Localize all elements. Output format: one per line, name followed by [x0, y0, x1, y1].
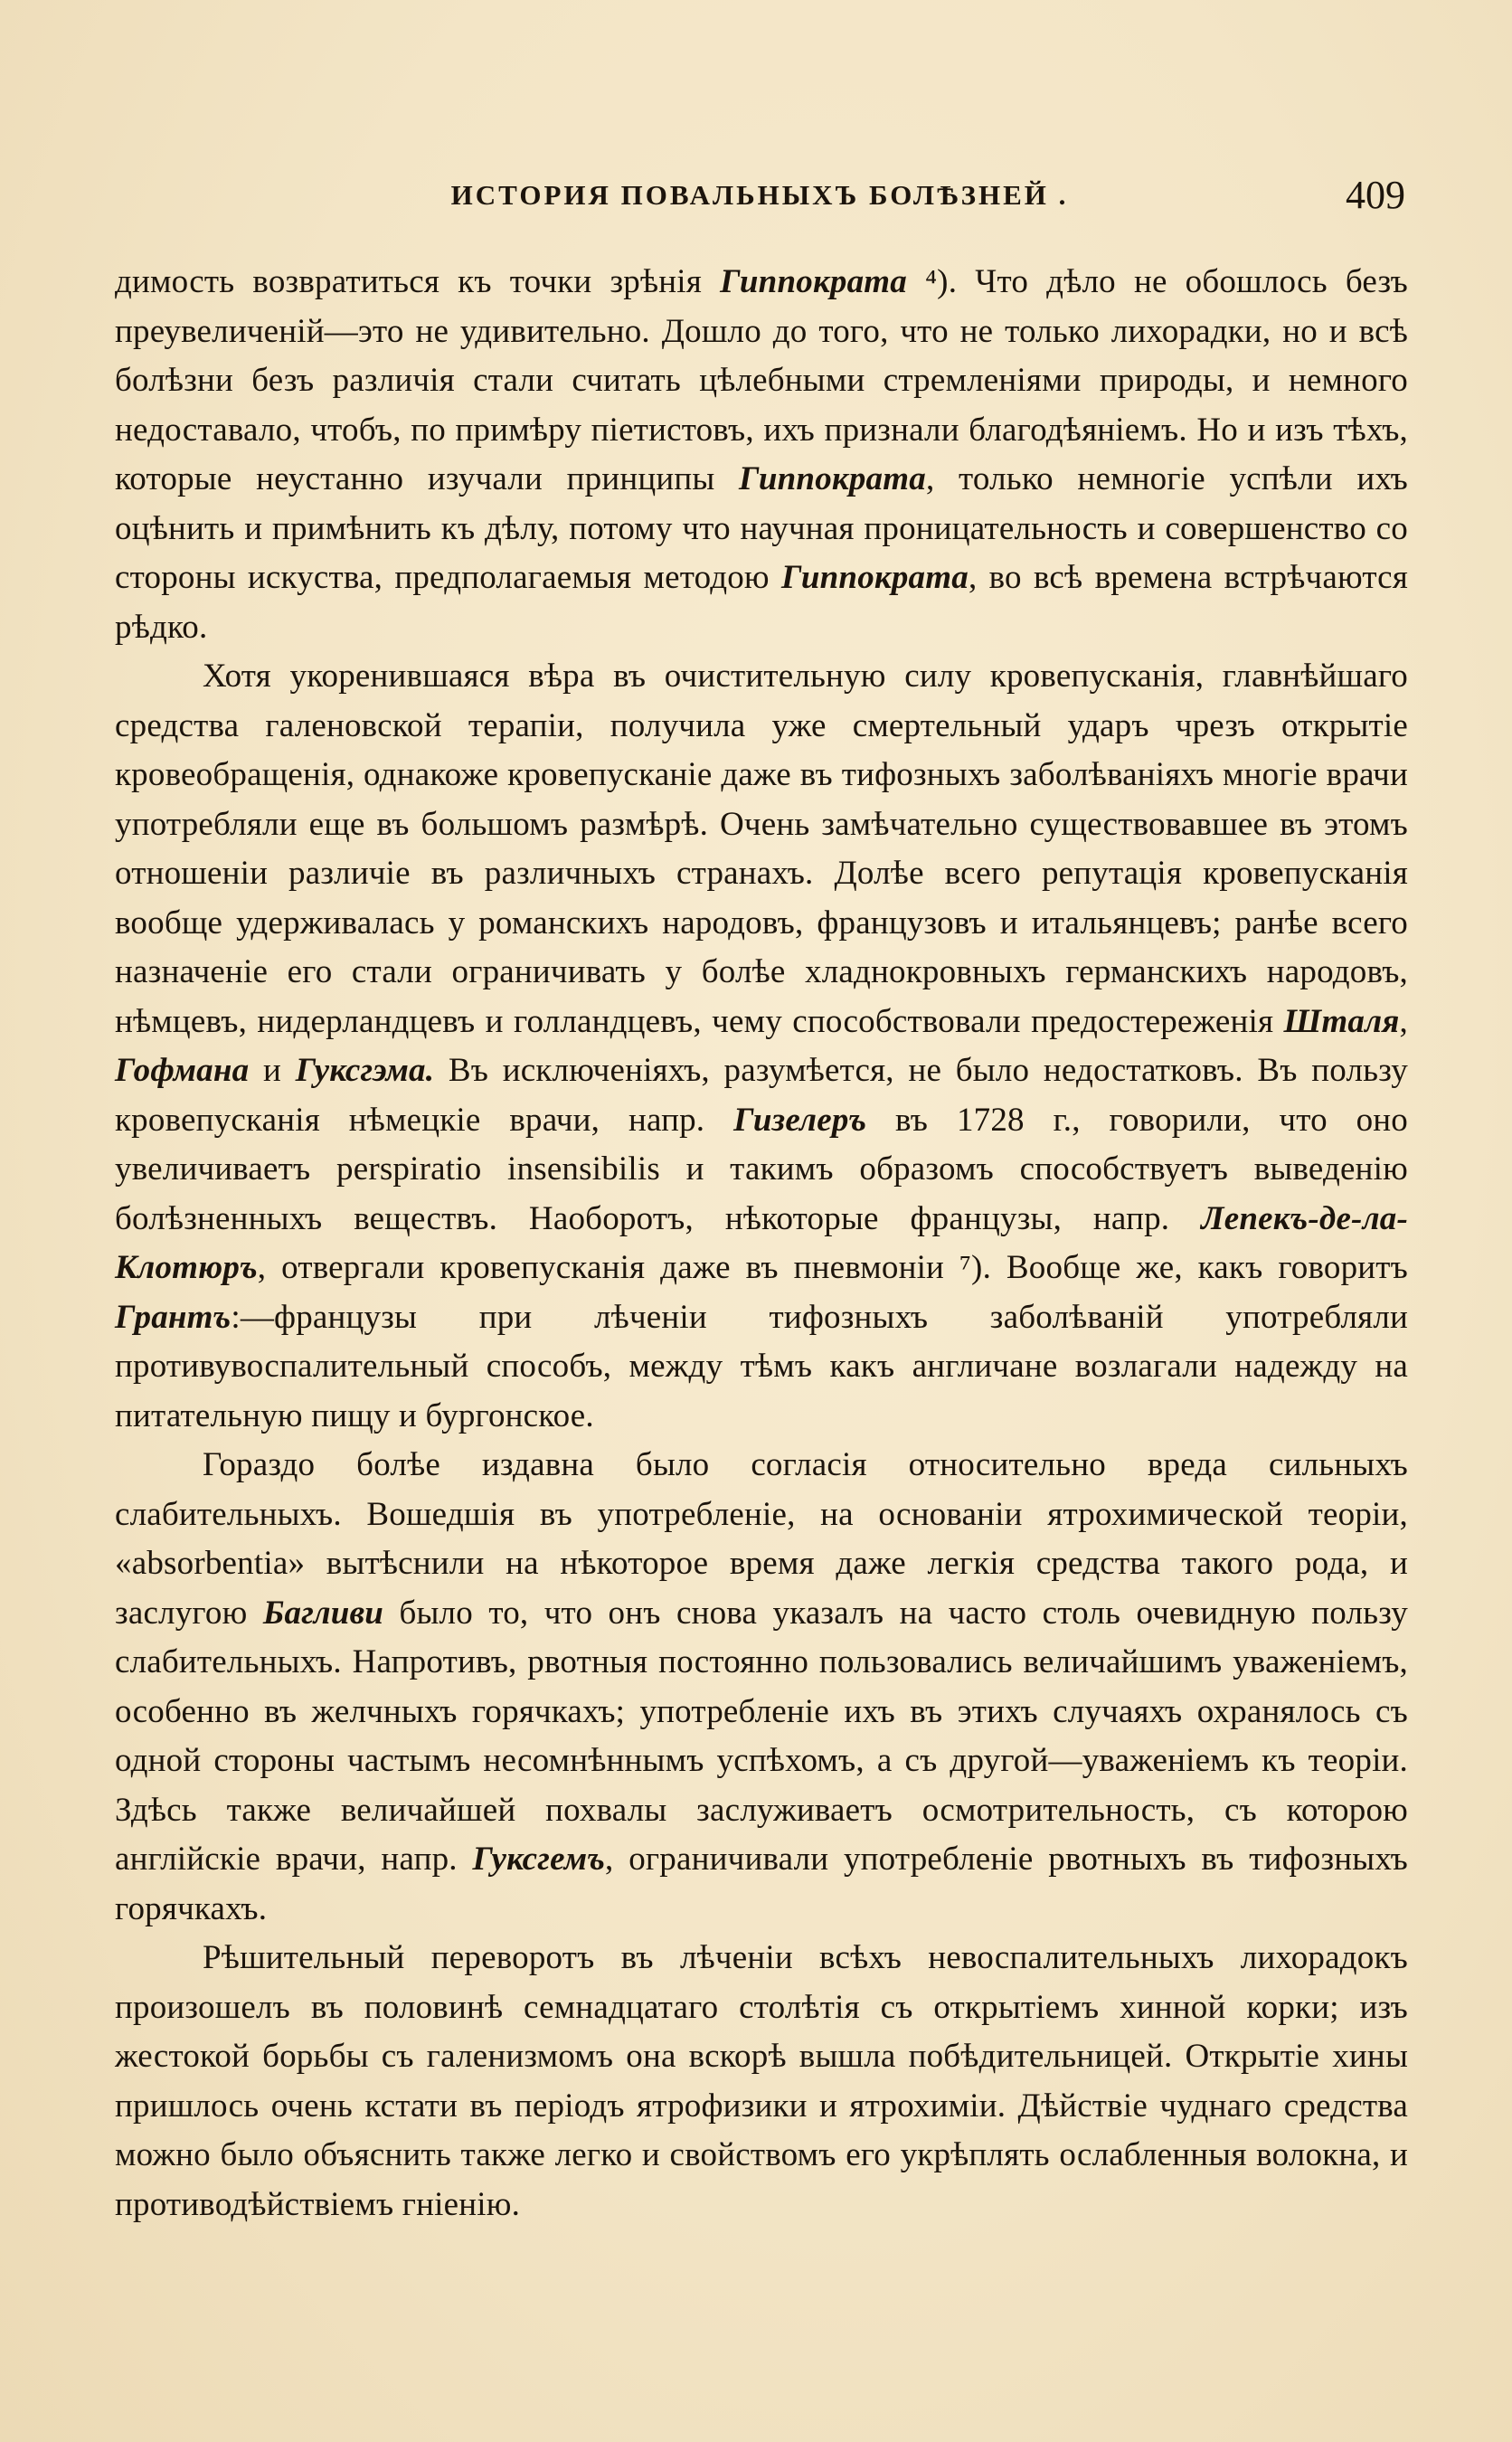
paragraph-4 [115, 1934, 1408, 2229]
italic-name: Гофмана [115, 1052, 250, 1089]
text-run: :—французы при лѣченіи тифозныхъ заболѣваній употребляли противувоспалительный способъ, между тѣмъ какъ англичане возлагали надежду на питательную пищу и бургонское. [115, 1298, 1408, 1434]
text-run: и [249, 1052, 296, 1089]
italic-name: Гуксгэма. [295, 1052, 435, 1089]
text-run: Гораздо болѣе издавна было согласія относительно вреда сильныхъ слабительныхъ. Вошедшія въ употребленіе, на основаніи ятрохимической теоріи, «absorbentia» вытѣснили на нѣкоторое время даже легкія средства такого рода, и заслугою [115, 1446, 1408, 1632]
paragraph-3 [115, 1441, 1408, 1934]
text-run: въ 1728 г., говорили, что оно увеличиваетъ perspiratio insensibilis и такимъ образомъ способствуетъ выведенію болѣзненныхъ веществъ. Наоборотъ, нѣкоторые французы, напр. [115, 1101, 1409, 1237]
text-run: было то, что онъ снова указалъ на часто столь очевидную пользу слабительныхъ. Напротивъ, рвотныя постоянно пользовались величайшимъ уваженіемъ, особенно въ желчныхъ горячкахъ; употребленіе ихъ въ этихъ случаяхъ охранялось съ одной стороны частымъ несомнѣннымъ успѣхомъ, а съ другой—уваженіемъ къ теоріи. Здѣсь также величайшей похвалы заслуживаетъ осмотрительность, съ которою англійскіе врачи, напр. [115, 1594, 1408, 1878]
text-run: , во всѣ времена встрѣчаются рѣдко. [115, 559, 1408, 646]
page-number: 409 [1346, 173, 1405, 217]
italic-name: Грантъ [115, 1298, 232, 1336]
italic-name: Гиппократа [739, 460, 926, 497]
text-run: димость возвратиться къ точки зрѣнія [115, 263, 721, 300]
paragraph-1 [115, 258, 1408, 652]
italic-name: Шталя [1283, 1002, 1400, 1040]
italic-name: Лепекъ-де-ла-Клотюръ [115, 1199, 1408, 1286]
text-run: Хотя укоренившаяся вѣра въ очистительную силу кровепусканія, главнѣйшаго средства галеновской терапіи, получила уже смертельный ударъ чрезъ открытіе кровеобращенія, однакоже кровепусканіе даже въ тифозныхъ заболѣваніяхъ многіе врачи употребляли еще въ большомъ размѣрѣ. Очень замѣчательно существовавшее въ этомъ отношеніи различіе въ различныхъ странахъ. Долѣе всего репутація кровепусканія вообще удерживалась у романскихъ народовъ, французовъ и итальянцевъ; ранѣе всего назначеніе его стали ограничивать у болѣе хладнокровныхъ германскихъ народовъ, нѣмцевъ, нидерландцевъ и голландцевъ, чему способствовали предостереженія [115, 658, 1408, 1040]
italic-name: Багливи [262, 1594, 384, 1632]
italic-name: Гиппократа [720, 263, 907, 300]
text-run: , [1399, 1002, 1408, 1040]
italic-name: Гиппократа [781, 559, 969, 596]
body-text [115, 258, 1408, 2229]
page-header [109, 172, 1411, 222]
italic-name: Гизелеръ [733, 1101, 867, 1139]
text-run: , только немногіе успѣли ихъ оцѣнить и примѣнить къ дѣлу, потому что научная проницательность и совершенство со стороны искуства, предполагаемыя методою [115, 460, 1408, 596]
paragraph-2 [115, 652, 1408, 1441]
italic-name: Гуксгемъ [472, 1841, 606, 1878]
text-run: Рѣшительный переворотъ въ лѣченіи всѣхъ невоспалительныхъ лихорадокъ произошелъ въ половинѣ семнадцатаго столѣтія съ открытіемъ хинной корки; изъ жестокой борьбы съ галенизмомъ она вскорѣ вышла побѣдительницей. Открытіе хины пришлось очень кстати въ періодъ ятрофизики и ятрохиміи. Дѣйствіе чуднаго средства можно было объяснить также легко и свойствомъ его укрѣплять ослабленныя волокна, и противодѣйствіемъ гніенію. [115, 1939, 1408, 2223]
text-run: , ограничивали употребленіе рвотныхъ въ тифозныхъ горячкахъ. [115, 1841, 1408, 1927]
text-run: , отвергали кровепусканія даже въ пневмоніи ⁷). Вообще же, какъ говоритъ [257, 1249, 1408, 1286]
running-title: ИСТОРИЯ ПОВАЛЬНЫХЪ БОЛѢЗНЕЙ . [450, 179, 1069, 211]
text-run: Въ исключеніяхъ, разумѣется, не было недостатковъ. Въ пользу кровепусканія нѣмецкіе врачи, напр. [115, 1052, 1408, 1139]
text-run: ⁴). Что дѣло не обошлось безъ преувеличеній—это не удивительно. Дошло до того, что не только лихорадки, но и всѣ болѣзни безъ различія стали считать цѣлебными стремленіями природы, и немного недоставало, чтобъ, по примѣру піетистовъ, ихъ признали благодѣяніемъ. Но и изъ тѣхъ, которые неустанно изучали принципы [115, 263, 1408, 497]
